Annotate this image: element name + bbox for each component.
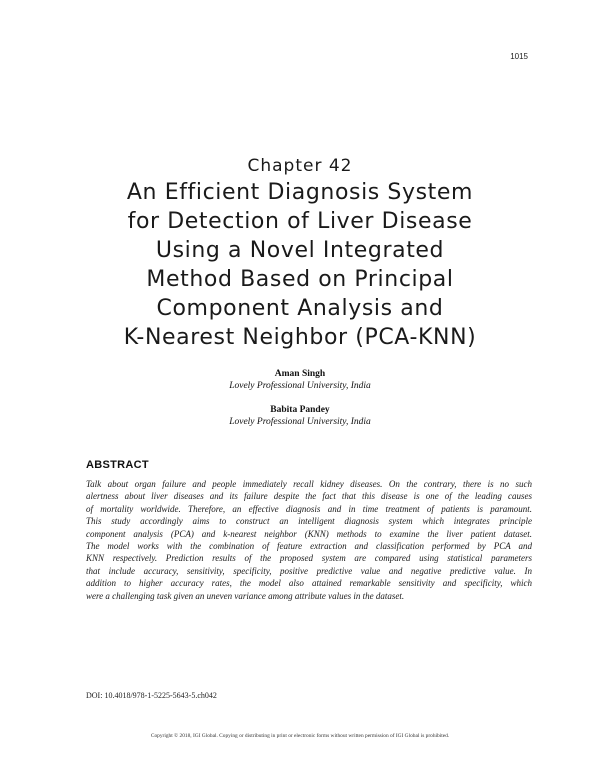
abstract-line: The model works with the combination of feature extraction and classification performed by PCA and xyxy=(86,541,532,552)
abstract-line: were a challenging task given an uneven variance among attribute values in the dataset. xyxy=(86,590,405,601)
author-affiliation: Lovely Professional University, India xyxy=(229,381,371,391)
author-name: Babita Pandey xyxy=(270,405,330,415)
abstract-body xyxy=(86,478,532,602)
copyright-notice: Copyright © 2018, IGI Global. Copying or distributing in print or electronic forms without written permission of IGI Global is prohibited. xyxy=(150,733,450,739)
abstract-line: of mortality worldwide. Therefore, an effective diagnosis and in time treatment of patients is paramount. xyxy=(86,503,532,514)
abstract-line: that include accuracy, sensitivity, specificity, positive predictive value and negative predictive value. In xyxy=(86,565,532,576)
abstract-line: KNN respectively. Prediction results of the proposed system are compared using statistical parameters xyxy=(86,553,532,564)
title-line: K-Nearest Neighbor (PCA-KNN) xyxy=(123,325,477,350)
page-number: 1015 xyxy=(510,52,528,61)
author-name: Aman Singh xyxy=(274,369,326,379)
doi: DOI: 10.4018/978-1-5225-5643-5.ch042 xyxy=(86,691,217,700)
abstract-line: This study accordingly aims to construct an intelligent diagnosis system which integrates principle xyxy=(86,516,532,527)
title-line: Method Based on Principal xyxy=(146,267,454,292)
abstract-line: alertness about liver diseases and its failure despite the fact that this disease is one of the leading causes xyxy=(86,491,532,502)
abstract-line: Talk about organ failure and people immediately recall kidney diseases. On the contrary, there is no such xyxy=(86,479,532,489)
title-line: Using a Novel Integrated xyxy=(155,238,445,263)
author-block xyxy=(0,404,600,428)
author-affiliation: Lovely Professional University, India xyxy=(229,417,371,427)
title-line: An Efficient Diagnosis System xyxy=(126,180,474,205)
abstract-line: addition to higher accuracy rates, the model also attained remarkable sensitivity and specificity, which xyxy=(86,578,532,589)
chapter-title xyxy=(40,178,560,352)
title-line: for Detection of Liver Disease xyxy=(127,209,473,234)
chapter-label: Chapter 42 xyxy=(247,156,353,176)
abstract-line: component analysis (PCA) and k-nearest neighbor (KNN) methods to examine the liver patient dataset. xyxy=(86,528,532,539)
abstract-heading: ABSTRACT xyxy=(86,459,149,471)
title-line: Component Analysis and xyxy=(156,296,444,321)
author-block xyxy=(0,368,600,392)
